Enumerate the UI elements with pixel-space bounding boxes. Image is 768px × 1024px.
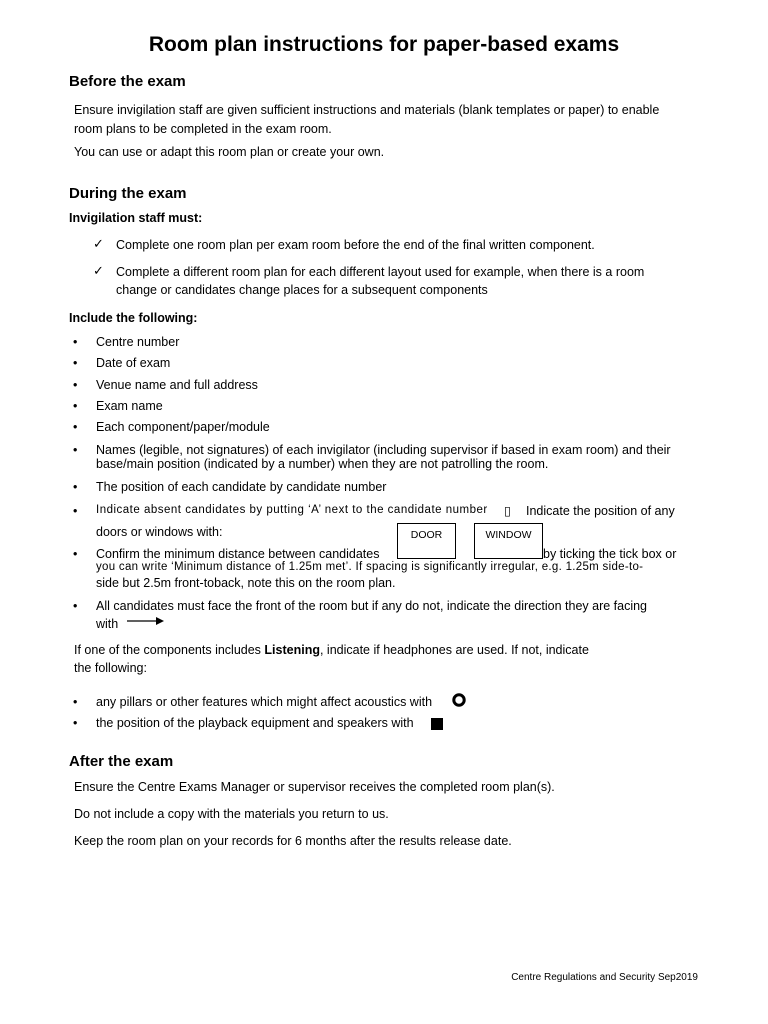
speaker-square-icon — [431, 718, 443, 730]
before-paragraph-1-line-2: room plans to be completed in the exam room. — [74, 122, 332, 136]
door-label: DOOR — [410, 529, 443, 541]
door-symbol — [397, 523, 456, 559]
check-icon: ✓ — [93, 236, 104, 251]
bullet-icon: • — [73, 599, 78, 613]
check-item-2-line-2: change or candidates change places for a subsequent components — [116, 283, 488, 297]
confirm-item-line-1a: Confirm the minimum distance between candidates — [96, 547, 380, 561]
list-item: Venue name and full address — [96, 378, 258, 392]
list-item: Date of exam — [96, 356, 171, 370]
staff-must-heading: Invigilation staff must: — [69, 211, 203, 225]
before-paragraph-1-line-1: Ensure invigilation staff are given sufficient instructions and materials (blank templates or paper) to enable — [74, 103, 660, 117]
during-heading: During the exam — [69, 185, 187, 202]
after-paragraph-3: Keep the room plan on your records for 6 months after the results release date. — [74, 834, 512, 848]
bullet-icon: • — [73, 443, 78, 457]
bullet-icon: • — [73, 504, 78, 518]
bullet-icon: • — [73, 399, 78, 413]
bullet-icon: • — [73, 716, 78, 730]
confirm-item-line-2: you can write ‘Minimum distance of 1.25m met’. If spacing is significantly irregular, e.g. 1.25m side-to- — [96, 561, 644, 573]
after-paragraph-1: Ensure the Centre Exams Manager or supervisor receives the completed room plan(s). — [74, 780, 555, 794]
bullet-icon: • — [73, 378, 78, 392]
absent-item-line-1b: Indicate the position of any — [526, 504, 675, 518]
arrow-right-icon — [126, 615, 166, 627]
placeholder-box-icon: ▯ — [504, 504, 511, 518]
listening-paragraph-line-2: the following: — [74, 661, 147, 675]
pillar-circle-icon — [452, 693, 466, 707]
window-symbol — [474, 523, 543, 559]
pillars-item: any pillars or other features which might affect acoustics with — [96, 695, 433, 709]
include-heading: Include the following: — [69, 311, 198, 325]
before-heading: Before the exam — [69, 73, 186, 90]
bullet-icon: • — [73, 420, 78, 434]
after-paragraph-2: Do not include a copy with the materials you return to us. — [74, 807, 389, 821]
bullet-icon: • — [73, 547, 78, 561]
listening-paragraph-line-1 — [74, 643, 589, 657]
listening-bold: Listening — [264, 643, 320, 657]
face-item-line-2: with — [96, 617, 119, 631]
list-item: Each component/paper/module — [96, 420, 270, 434]
listening-post: , indicate if headphones are used. If not, indicate — [319, 643, 589, 657]
bullet-icon: • — [73, 335, 78, 349]
after-heading: After the exam — [69, 753, 174, 770]
bullet-icon: • — [73, 695, 78, 709]
footer-text: Centre Regulations and Security Sep2019 — [511, 972, 698, 983]
absent-item-line-1a: Indicate absent candidates by putting ‘A’ next to the candidate number — [96, 504, 488, 516]
page-title: Room plan instructions for paper-based exams — [148, 33, 620, 56]
check-icon: ✓ — [93, 263, 104, 278]
names-item-line-2: base/main position (indicated by a number) when they are not patrolling the room. — [96, 457, 549, 471]
list-item: Exam name — [96, 399, 163, 413]
before-paragraph-2: You can use or adapt this room plan or create your own. — [74, 145, 385, 159]
position-item: The position of each candidate by candidate number — [96, 480, 387, 494]
window-label: WINDOW — [485, 529, 532, 541]
bullet-icon: • — [73, 480, 78, 494]
names-item-line-1: Names (legible, not signatures) of each invigilator (including supervisor if based in exam room) and their — [96, 443, 671, 457]
confirm-item-line-1b: by ticking the tick box or — [543, 547, 677, 561]
face-item-line-1: All candidates must face the front of the room but if any do not, indicate the direction they are facing — [96, 599, 648, 613]
check-item-2-line-1: Complete a different room plan for each different layout used for example, when there is a room — [116, 265, 645, 279]
absent-item-line-2: doors or windows with: — [96, 525, 223, 539]
check-item-1: Complete one room plan per exam room before the end of the final written component. — [116, 238, 595, 252]
confirm-item-line-3: side but 2.5m front-toback, note this on the room plan. — [96, 576, 396, 590]
playback-item: the position of the playback equipment and speakers with — [96, 716, 414, 730]
bullet-icon: • — [73, 356, 78, 370]
listening-pre: If one of the components includes — [74, 643, 265, 657]
list-item: Centre number — [96, 335, 180, 349]
